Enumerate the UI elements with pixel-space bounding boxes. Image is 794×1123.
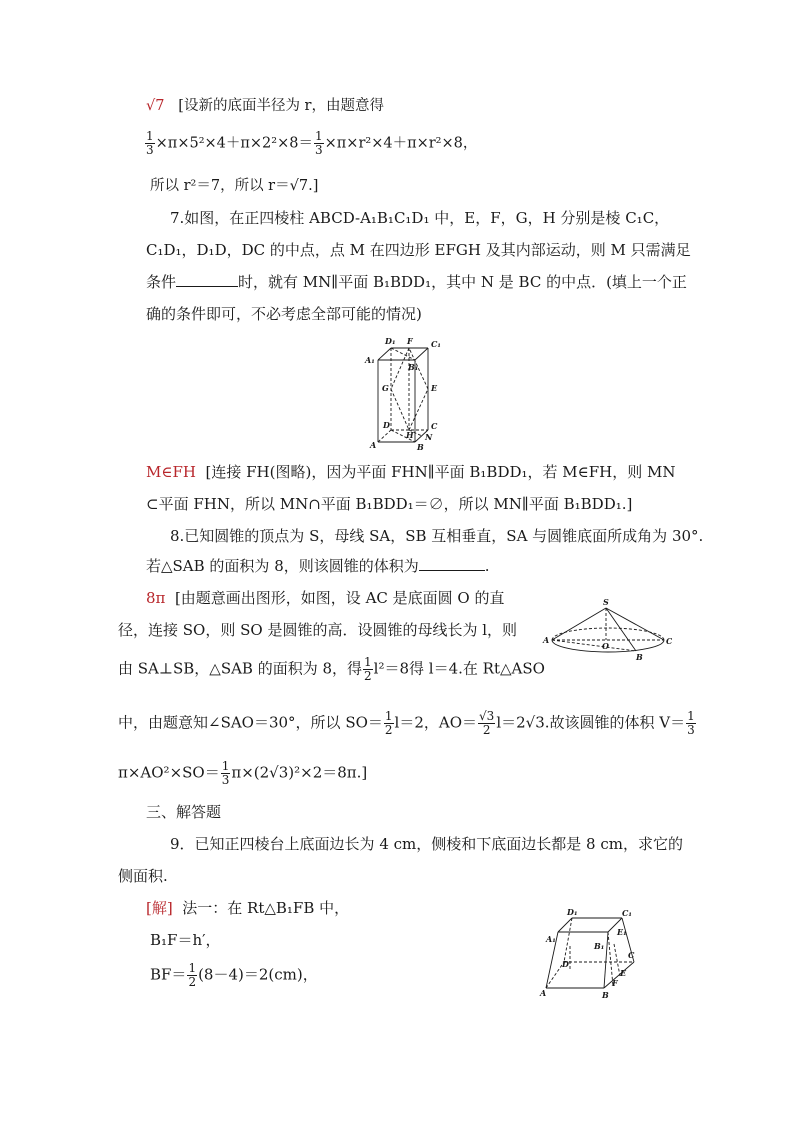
fig7-label-g: G — [382, 383, 389, 393]
fig7-label-h: H — [406, 430, 414, 440]
q7-prism-figure — [362, 332, 462, 452]
sol6-frac-1: $\frac{1}{3}$ — [146, 129, 154, 157]
fig9-label-a1: A₁ — [546, 934, 556, 944]
sol6-answer: √7 — [146, 98, 165, 114]
sol6-text: [设新的底面半径为 r，由题意得 — [178, 98, 384, 114]
fig9-label-f: F — [612, 978, 618, 988]
fig8-label-o: O — [602, 641, 609, 651]
fig7-label-c1: C₁ — [431, 339, 441, 349]
sol6-line3: 所以 r²＝7，所以 r＝√7.] — [150, 178, 319, 194]
q9-frustum-figure — [536, 906, 646, 1002]
fig7-label-a: A — [370, 440, 377, 450]
fig8-label-s: S — [603, 597, 609, 607]
q9-solution-line1: [解] 法一：在 Rt△B₁FB 中， — [146, 899, 350, 917]
q7-line4: 确的条件即可，不必考虑全部可能的情况) — [146, 305, 422, 323]
fig7-label-b1: B₁ — [408, 362, 419, 372]
q9-line1: 9．已知正四棱台上底面边长为 4 cm，侧棱和下底面边长都是 8 cm，求它的 — [170, 835, 683, 853]
fig7-label-d: D — [383, 420, 390, 430]
q9-solution-line2: B₁F＝h′， — [150, 931, 221, 949]
fig9-label-c1: C₁ — [622, 908, 632, 918]
q9-jie-label: [解] — [146, 899, 173, 917]
fig9-label-d: D — [562, 959, 569, 969]
q7-line3: 条件 时，就有 MN∥平面 B₁BDD₁，其中 N 是 BC 的中点．(填上一个正 — [146, 273, 687, 291]
fig7-label-c: C — [431, 421, 438, 431]
fig9-label-d1: D₁ — [567, 907, 578, 917]
fig9-label-a: A — [540, 988, 547, 998]
sol6-equation — [144, 130, 477, 157]
q8-solution-line4: 中，由题意知∠SAO＝30°，所以 SO＝ $\frac{1}{2}$ l＝2，AO＝ $\frac{√3}{2}$ l＝2√3.故该圆锥的体积 V＝ $\frac{1}{3}$ — [118, 709, 695, 737]
fig7-label-a1: A₁ — [365, 355, 375, 365]
q7-solution-line1: M∈FH [连接 FH(图略)，因为平面 FHN∥平面 B₁BDD₁，若 M∈FH，则 MN — [146, 463, 676, 481]
sol6-eq-mid: ×π×5²×4＋π×2²×8＝ — [155, 135, 313, 152]
fig7-label-f: F — [407, 336, 413, 346]
q9-solution-line3: BF＝ $\frac{1}{2}$ (8－4)＝2(cm)， — [150, 961, 318, 989]
q8-line2: 若△SAB 的面积为 8，则该圆锥的体积为 . — [146, 557, 490, 575]
fig9-label-b1: B₁ — [594, 941, 605, 951]
fig8-label-c: C — [666, 636, 672, 646]
q9-line2: 侧面积. — [118, 867, 168, 885]
fig9-label-b: B — [602, 990, 609, 1000]
q8-solution-line1: 8π [由题意画出图形，如图，设 AC 是底面圆 O 的直 — [146, 589, 505, 607]
fig7-label-b: B — [417, 442, 424, 452]
sol6-line1 — [146, 96, 384, 116]
fig7-label-n: N — [425, 432, 433, 442]
fig7-label-d1: D₁ — [385, 336, 396, 346]
fig9-label-e1: E₁ — [617, 927, 627, 937]
q8-answer: 8π — [146, 589, 166, 607]
q7-line1: 7.如图，在正四棱柱 ABCD-A₁B₁C₁D₁ 中，E，F，G，H 分别是棱 C₁C， — [170, 209, 670, 227]
q7-answer: M∈FH — [146, 463, 196, 481]
q7-line2: C₁D₁，D₁D，DC 的中点，点 M 在四边形 EFGH 及其内部运动，则 M 只需满足 — [146, 241, 691, 259]
fig9-label-e: E — [620, 968, 627, 978]
sol6-frac-2: $\frac{1}{3}$ — [314, 129, 323, 157]
q8-solution-line3: 由 SA⊥SB，△SAB 的面积为 8，得 $\frac{1}{2}$ l²＝8得 l＝4.在 Rt△ASO — [118, 655, 545, 683]
fig8-label-a: A — [543, 635, 550, 645]
q8-line1: 8.已知圆锥的顶点为 S，母线 SA，SB 互相垂直，SA 与圆锥底面所成角为 30°. — [170, 527, 704, 545]
q8-solution-line2: 径，连接 SO，则 SO 是圆锥的高．设圆锥的母线长为 l，则 — [118, 621, 518, 639]
q8-answer-blank — [419, 556, 485, 571]
fig8-label-b: B — [636, 652, 643, 662]
q8-solution-line5: π×AO²×SO＝ $\frac{1}{3}$ π×(2√3)²×2＝8π.] — [118, 759, 368, 787]
sol6-eq-end: ×π×r²×4＋π×r²×8， — [324, 135, 478, 152]
fig7-label-e: E — [431, 383, 438, 393]
q7-solution-line2: ⊂平面 FHN，所以 MN∩平面 B₁BDD₁＝∅，所以 MN∥平面 B₁BDD₁.] — [146, 495, 633, 513]
fig9-label-c: C — [628, 950, 635, 960]
q7-answer-blank — [176, 272, 238, 287]
q8-cone-figure — [540, 596, 672, 666]
section3-title: 三、解答题 — [146, 803, 222, 821]
